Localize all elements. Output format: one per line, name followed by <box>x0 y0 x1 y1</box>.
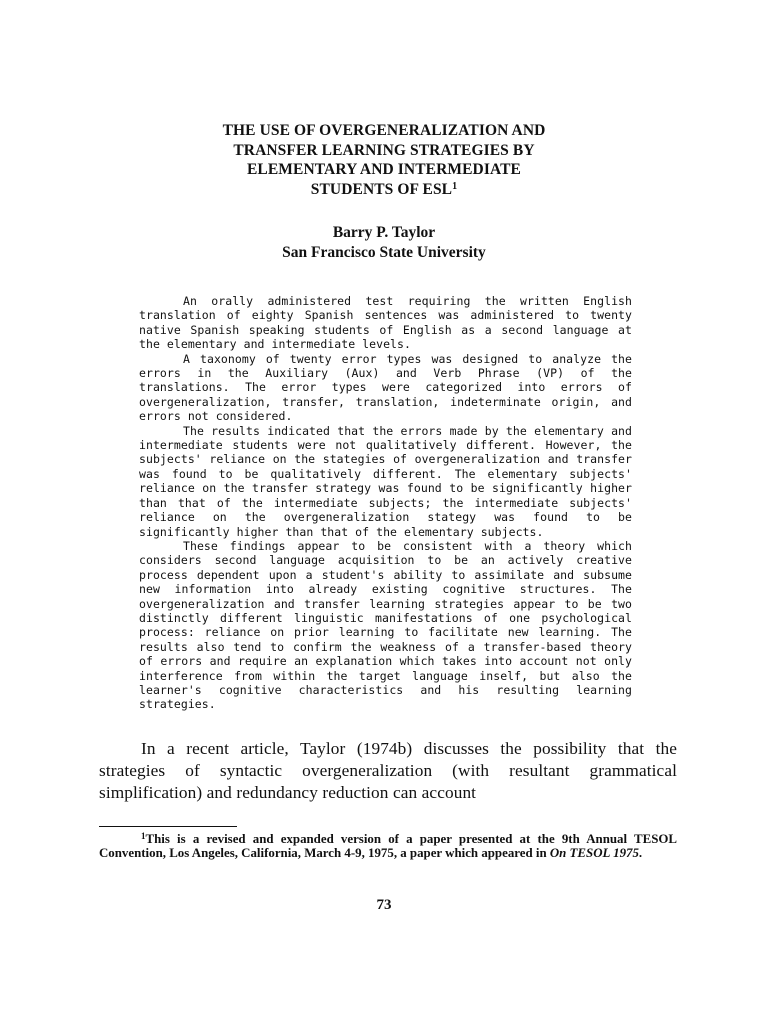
author-affiliation: San Francisco State University <box>282 243 486 261</box>
author-block <box>0 223 768 262</box>
body-paragraph: In a recent article, Taylor (1974b) discusses the possibility that the strategies of syntactic overgeneralization (with resultant grammatical simplification) and redundancy reduction can account <box>99 739 677 802</box>
footnote-text: This is a revised and expanded version of a paper presented at the 9th Annual TESOL Convention, Los Angeles, California, March 4-9, 1975, a paper which appeared in <box>99 832 677 861</box>
title-line-text: STUDENTS OF ESL <box>310 180 453 198</box>
title-line: THE USE OF OVERGENERALIZATION AND <box>222 122 546 139</box>
title-line: TRANSFER LEARNING STRATEGIES BY <box>233 141 535 159</box>
abstract-paragraph: A taxonomy of twenty error types was designed to analyze the errors in the Auxiliary (Aux) and Verb Phrase (VP) of the translations. The error types were categorized into errors of overgeneralization, transfer, translation, indeterminate origin, and errors not considered. <box>139 351 632 424</box>
footnote-end: . <box>638 846 643 861</box>
page-number: 73 <box>376 897 392 913</box>
author-name: Barry P. Taylor <box>332 224 436 241</box>
abstract-paragraph: The results indicated that the errors made by the elementary and intermediate students were not qualitatively different. However, the subjects' reliance on the stategies of overgeneralization and transfer was found to be qualitatively different. The elementary subjects' reliance on the transfer strategy was found to be significantly higher than that of the intermediate subjects; the intermediate subjects' reliance on the overgeneralization stategy was found to be significantly higher than that of the elementary subjects. <box>139 423 632 539</box>
article-title <box>0 121 768 199</box>
footnote-source: On TESOL 1975 <box>549 846 639 861</box>
title-footnote-marker: 1 <box>452 180 458 192</box>
footnote-divider <box>99 826 237 827</box>
footnote <box>99 832 677 861</box>
abstract-paragraph: These findings appear to be consistent with a theory which considers second language acquisition to be an actively creative process dependent upon a student's ability to assimilate and subsume new information into already existing cognitive structures. The overgeneralization and transfer learning strategies appear to be two distinctly different linguistic manifestations of one psychological process: reliance on prior learning to facilitate new learning. The results also tend to confirm the weakness of a transfer-based theory of errors and require an explanation which takes into account not only interference from within the target language inself, but also the learner's cognitive characteristics and his resulting learning strategies. <box>139 538 632 712</box>
title-line: ELEMENTARY AND INTERMEDIATE <box>246 161 521 178</box>
abstract-paragraph: An orally administered test requiring the written English translation of eighty Spanish sentences was administered to twenty native Spanish speaking students of English as a second language at the elementary and intermediate levels. <box>139 294 632 352</box>
abstract <box>139 294 632 712</box>
title-line <box>0 180 768 200</box>
footnote-marker: 1 <box>141 831 146 841</box>
